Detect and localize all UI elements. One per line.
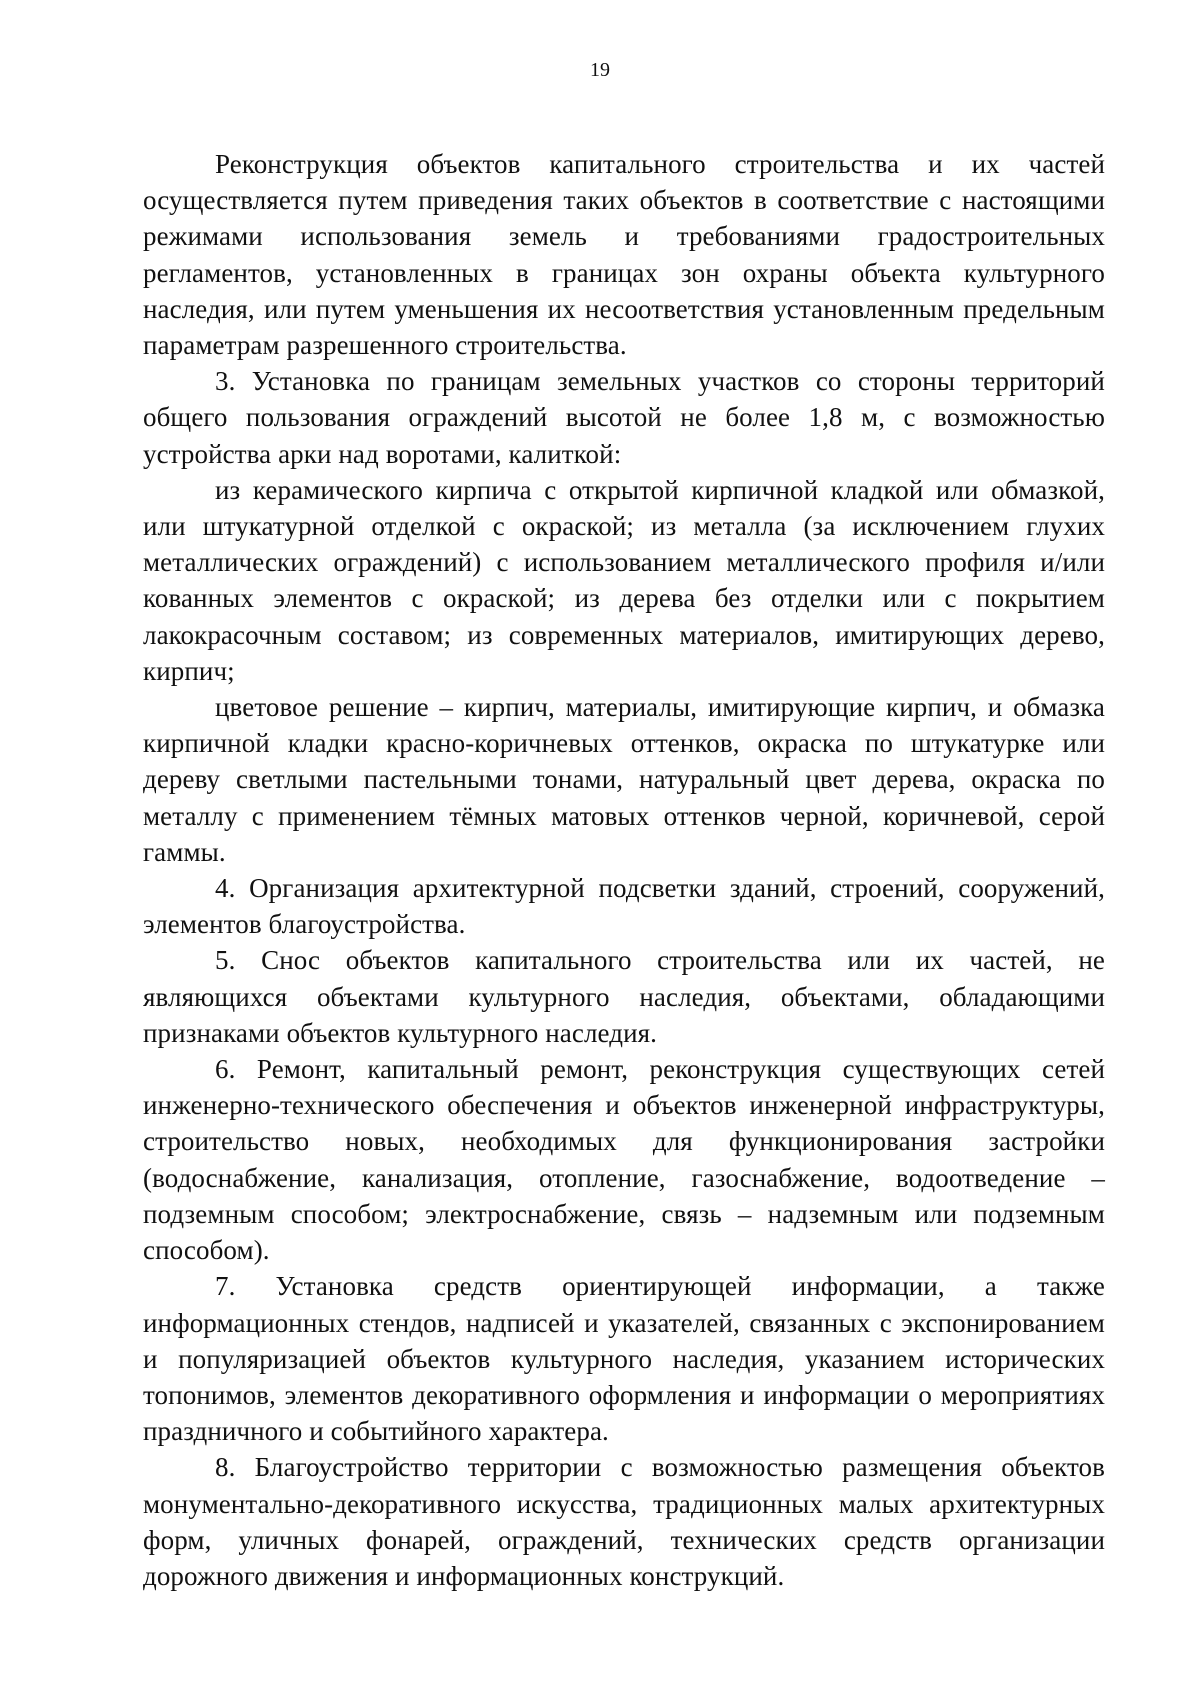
paragraph-fence-materials: из керамического кирпича с открытой кирпичной кладкой или обмазкой, или штукатурной отделкой с окраской; из металла (за исключением глухих металлических ограждений) с использованием металлического профиля и/или кованных элементов с окраской; из дерева без отделки или с покрытием лакокрасочным составом; из современных материалов, имитирующих дерево, кирпич; [143, 474, 1105, 686]
paragraph-item-3-fencing: 3. Установка по границам земельных участков со стороны территорий общего пользования ограждений высотой не более 1,8 м, с возможностью устройства арки над воротами, калиткой: [143, 366, 1105, 469]
paragraph-reconstruction: Реконструкция объектов капитального строительства и их частей осуществляется путем приведения таких объектов в соответствие с настоящими режимами использования земель и требованиями градостроительных регламентов, установленных в границах зон охраны объекта культурного наследия, или путем уменьшения их несоответствия установленным предельным параметрам разрешенного строительства. [143, 149, 1105, 361]
paragraph-item-6-networks: 6. Ремонт, капитальный ремонт, реконструкция существующих сетей инженерно-технического обеспечения и объектов инженерной инфраструктуры, строительство новых, необходимых для функционирования застройки (водоснабжение, канализация, отопление, газоснабжение, водоотведение – подземным способом; электроснабжение, связь – надземным или подземным способом). [143, 1054, 1105, 1266]
paragraph-item-4-lighting: 4. Организация архитектурной подсветки зданий, строений, сооружений, элементов благоустройства. [143, 873, 1105, 940]
paragraph-item-8-landscaping: 8. Благоустройство территории с возможностью размещения объектов монументально-декоративного искусства, традиционных малых архитектурных форм, уличных фонарей, ограждений, технических средств организации дорожного движения и информационных конструкций. [143, 1452, 1105, 1591]
page-number: 19 [590, 59, 610, 81]
paragraph-item-7-information: 7. Установка средств ориентирующей информации, а также информационных стендов, надписей и указателей, связанных с экспонированием и популяризацией объектов культурного наследия, указанием исторических топонимов, элементов декоративного оформления и информации о мероприятиях праздничного и событийного характера. [143, 1271, 1105, 1447]
paragraph-color-scheme: цветовое решение – кирпич, материалы, имитирующие кирпич, и обмазка кирпичной кладки красно-коричневых оттенков, окраска по штукатурке или дереву светлыми пастельными тонами, натуральный цвет дерева, окраска по металлу с применением тёмных матовых оттенков черной, коричневой, серой гаммы. [143, 692, 1105, 867]
document-body [143, 146, 1105, 1594]
paragraph-item-5-demolition: 5. Снос объектов капитального строительства или их частей, не являющихся объектами культурного наследия, объектами, обладающими признаками объектов культурного наследия. [143, 945, 1105, 1048]
